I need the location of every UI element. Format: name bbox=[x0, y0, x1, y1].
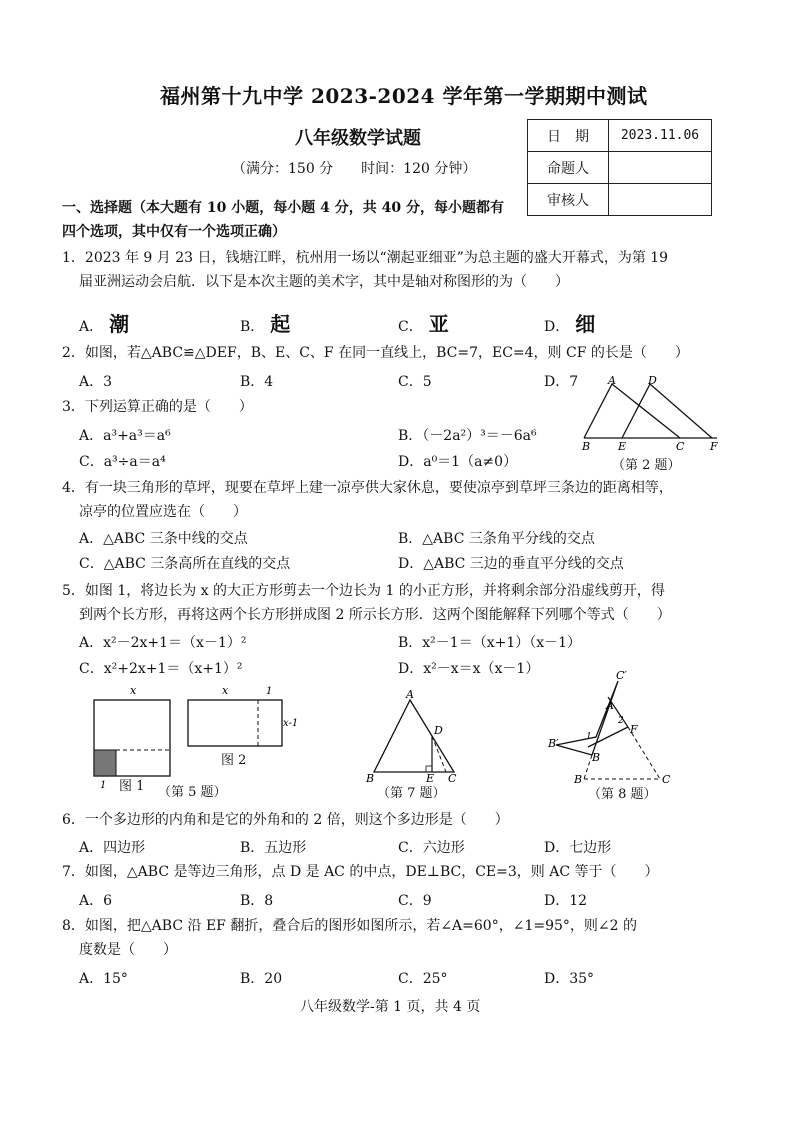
q8-option-d: D．35° bbox=[544, 971, 595, 987]
option-glyph: 细 bbox=[575, 312, 596, 336]
q7-option-c: C．9 bbox=[398, 893, 432, 909]
fig7-label-a: A bbox=[406, 688, 414, 701]
fig8-label-a: A bbox=[606, 699, 614, 712]
q7-option-b: B．8 bbox=[240, 893, 274, 909]
fig2-label-d: D bbox=[648, 374, 657, 387]
q8-option-b: B．20 bbox=[240, 971, 283, 987]
q8-option-c: C．25° bbox=[398, 971, 448, 987]
figure-q2 bbox=[572, 374, 722, 456]
fig7-label-c: C bbox=[448, 772, 457, 784]
q3-option-a: A．a³+a³＝a⁶ bbox=[79, 428, 171, 444]
section-heading: 一、选择题（本大题有 10 小题，每小题 4 分，共 40 分，每小题都有 bbox=[62, 200, 504, 216]
info-value bbox=[609, 152, 712, 184]
fig8-label-1: 1 bbox=[586, 732, 592, 742]
q5-option-d: D．x²－x＝x（x－1） bbox=[398, 661, 540, 677]
q6-option-b: B．五边形 bbox=[240, 840, 307, 856]
option-glyph: 潮 bbox=[109, 312, 130, 336]
q4-option-d: D．△ABC 三边的垂直平分线的交点 bbox=[398, 556, 624, 572]
exam-subtitle: 八年级数学试题 bbox=[295, 128, 421, 149]
figure-q7 bbox=[362, 688, 472, 784]
page-footer: 八年级数学-第 1 页，共 4 页 bbox=[300, 999, 481, 1015]
info-value: 2023.11.06 bbox=[609, 120, 712, 152]
fig2-triangle-abc bbox=[584, 384, 680, 438]
fig7-label-b: B bbox=[366, 772, 375, 784]
option-label: D． bbox=[544, 319, 570, 335]
q7-option-d: D．12 bbox=[544, 893, 588, 909]
section-heading-cont: 四个选项，其中仅有一个选项正确） bbox=[62, 224, 286, 240]
fig8-label-b-prime: B′ bbox=[548, 737, 559, 750]
q4-option-c: C．△ABC 三条高所在直线的交点 bbox=[79, 556, 291, 572]
exam-title: 福州第十九中学 2023-2024 学年第一学期期中测试 bbox=[160, 84, 648, 108]
q2-option-c: C．5 bbox=[398, 374, 432, 390]
fig8-label-b-base: B bbox=[574, 773, 583, 786]
fig2-label-f: F bbox=[710, 440, 718, 453]
question-5-text: 5．如图 1，将边长为 x 的大正方形剪去一个边长为 1 的小正方形，并将剩余部分沿虚线剪开，得 bbox=[62, 583, 665, 599]
q4-option-b: B．△ABC 三条角平分线的交点 bbox=[398, 531, 595, 547]
info-value bbox=[609, 184, 712, 216]
info-key: 命题人 bbox=[528, 152, 609, 184]
figure-q5-caption: （第 5 题） bbox=[158, 785, 227, 800]
fig5-2-label-1: 1 bbox=[266, 686, 273, 697]
fig2-label-c: C bbox=[676, 440, 685, 453]
option-label: C． bbox=[398, 319, 423, 335]
fig7-label-e: E bbox=[426, 772, 435, 784]
q2-option-a: A．3 bbox=[79, 374, 113, 390]
q1-option-c bbox=[398, 308, 449, 337]
question-8-text: 8．如图，把△ABC 沿 EF 翻折，叠合后的图形如图所示，若∠A=60°，∠1=95°，则∠2 的 bbox=[62, 918, 637, 934]
fig7-dashed-line bbox=[432, 736, 446, 772]
q2-option-b: B．4 bbox=[240, 374, 274, 390]
q1-option-a bbox=[79, 308, 129, 337]
fig8-label-b: B bbox=[592, 751, 601, 764]
fig2-label: 图 2 bbox=[221, 753, 247, 768]
fig2-label-b: B bbox=[582, 440, 591, 453]
fig5-2-rectangle bbox=[188, 700, 282, 746]
info-key: 日 期 bbox=[528, 120, 609, 152]
option-glyph: 起 bbox=[270, 312, 291, 336]
question-7-text: 7．如图，△ABC 是等边三角形，点 D 是 AC 的中点，DE⊥BC，CE=3，则 AC 等于（ ） bbox=[62, 864, 659, 880]
fig1-label: 图 1 bbox=[119, 779, 145, 794]
question-2-text: 2．如图，若△ABC≌△DEF，B、E、C、F 在同一直线上，BC=7，EC=4，则 CF 的长是（ ） bbox=[62, 345, 689, 361]
q2-option-d: D．7 bbox=[544, 374, 579, 390]
figure-q8-caption: （第 8 题） bbox=[588, 787, 657, 802]
fig2-label-a: A bbox=[608, 374, 616, 387]
q7-option-a: A．6 bbox=[79, 893, 113, 909]
q5-option-b: B．x²－1＝（x+1）（x－1） bbox=[398, 635, 582, 651]
question-8-text-cont: 度数是（ ） bbox=[79, 942, 177, 958]
exam-meta: （满分：150 分 时间：120 分钟） bbox=[232, 161, 477, 177]
info-key: 审核人 bbox=[528, 184, 609, 216]
info-row-date bbox=[528, 120, 712, 152]
question-6-text: 6．一个多边形的内角和是它的外角和的 2 倍，则这个多边形是（ ） bbox=[62, 812, 509, 828]
info-table bbox=[527, 119, 712, 216]
q8-option-a: A．15° bbox=[79, 971, 128, 987]
question-5-text-cont: 到两个长方形，再将这两个长方形拼成图 2 所示长方形．这两个图能解释下列哪个等式（ ） bbox=[79, 607, 671, 623]
question-4-text-cont: 凉亭的位置应选在（ ） bbox=[79, 504, 247, 520]
q6-option-a: A．四边形 bbox=[79, 840, 146, 856]
q1-option-b bbox=[240, 308, 290, 337]
info-row-author bbox=[528, 152, 712, 184]
figure-q8 bbox=[548, 667, 678, 789]
fig7-label-d: D bbox=[434, 724, 443, 737]
fig5-small-square bbox=[94, 750, 116, 776]
fig5-label-1: 1 bbox=[100, 780, 107, 791]
fig8-dashed-eb bbox=[584, 755, 592, 779]
q5-option-a: A．x²－2x+1＝（x－1）² bbox=[79, 635, 247, 651]
figure-q2-caption: （第 2 题） bbox=[612, 458, 681, 473]
figure-q7-caption: （第 7 题） bbox=[377, 786, 446, 801]
info-row-reviewer bbox=[528, 184, 712, 216]
fig2-triangle-def bbox=[622, 384, 712, 438]
fig2-label-e: E bbox=[618, 440, 627, 453]
fig8-label-f: F bbox=[630, 723, 638, 736]
option-glyph: 亚 bbox=[428, 312, 449, 336]
option-label: B． bbox=[240, 319, 265, 335]
q3-option-d: D．a⁰＝1（a≠0） bbox=[398, 454, 518, 470]
q5-option-c: C．x²+2x+1＝（x+1）² bbox=[79, 661, 243, 677]
fig8-label-c: C bbox=[662, 773, 671, 786]
fig8-label-c-prime: C′ bbox=[616, 669, 627, 682]
fig5-label-x: x bbox=[130, 684, 137, 697]
option-label: A． bbox=[79, 319, 104, 335]
fig8-label-2: 2 bbox=[618, 716, 624, 726]
question-1-text: 1．2023 年 9 月 23 日，钱塘江畔，杭州用一场以“潮起亚细亚”为总主题的盛大开幕式，为第 19 bbox=[62, 250, 669, 266]
q6-option-c: C．六边形 bbox=[398, 840, 465, 856]
question-4-text: 4．有一块三角形的草坪，现要在草坪上建一凉亭供大家休息，要使凉亭到草坪三条边的距离相等， bbox=[62, 480, 673, 496]
q3-option-c: C．a³÷a＝a⁴ bbox=[79, 454, 166, 470]
fig5-2-label-x: x bbox=[222, 684, 229, 697]
q1-option-d bbox=[544, 308, 595, 337]
fig8-folded-triangle bbox=[556, 681, 618, 755]
q4-option-a: A．△ABC 三条中线的交点 bbox=[79, 531, 248, 547]
q3-option-b: B．（－2a²）³＝－6a⁶ bbox=[398, 428, 537, 444]
question-3-text: 3．下列运算正确的是（ ） bbox=[62, 399, 253, 415]
fig5-2-label-x-1: x-1 bbox=[283, 718, 299, 729]
question-1-text-cont: 届亚洲运动会启航．以下是本次主题的美术字，其中是轴对称图形的为（ ） bbox=[79, 274, 569, 290]
q6-option-d: D．七边形 bbox=[544, 840, 612, 856]
